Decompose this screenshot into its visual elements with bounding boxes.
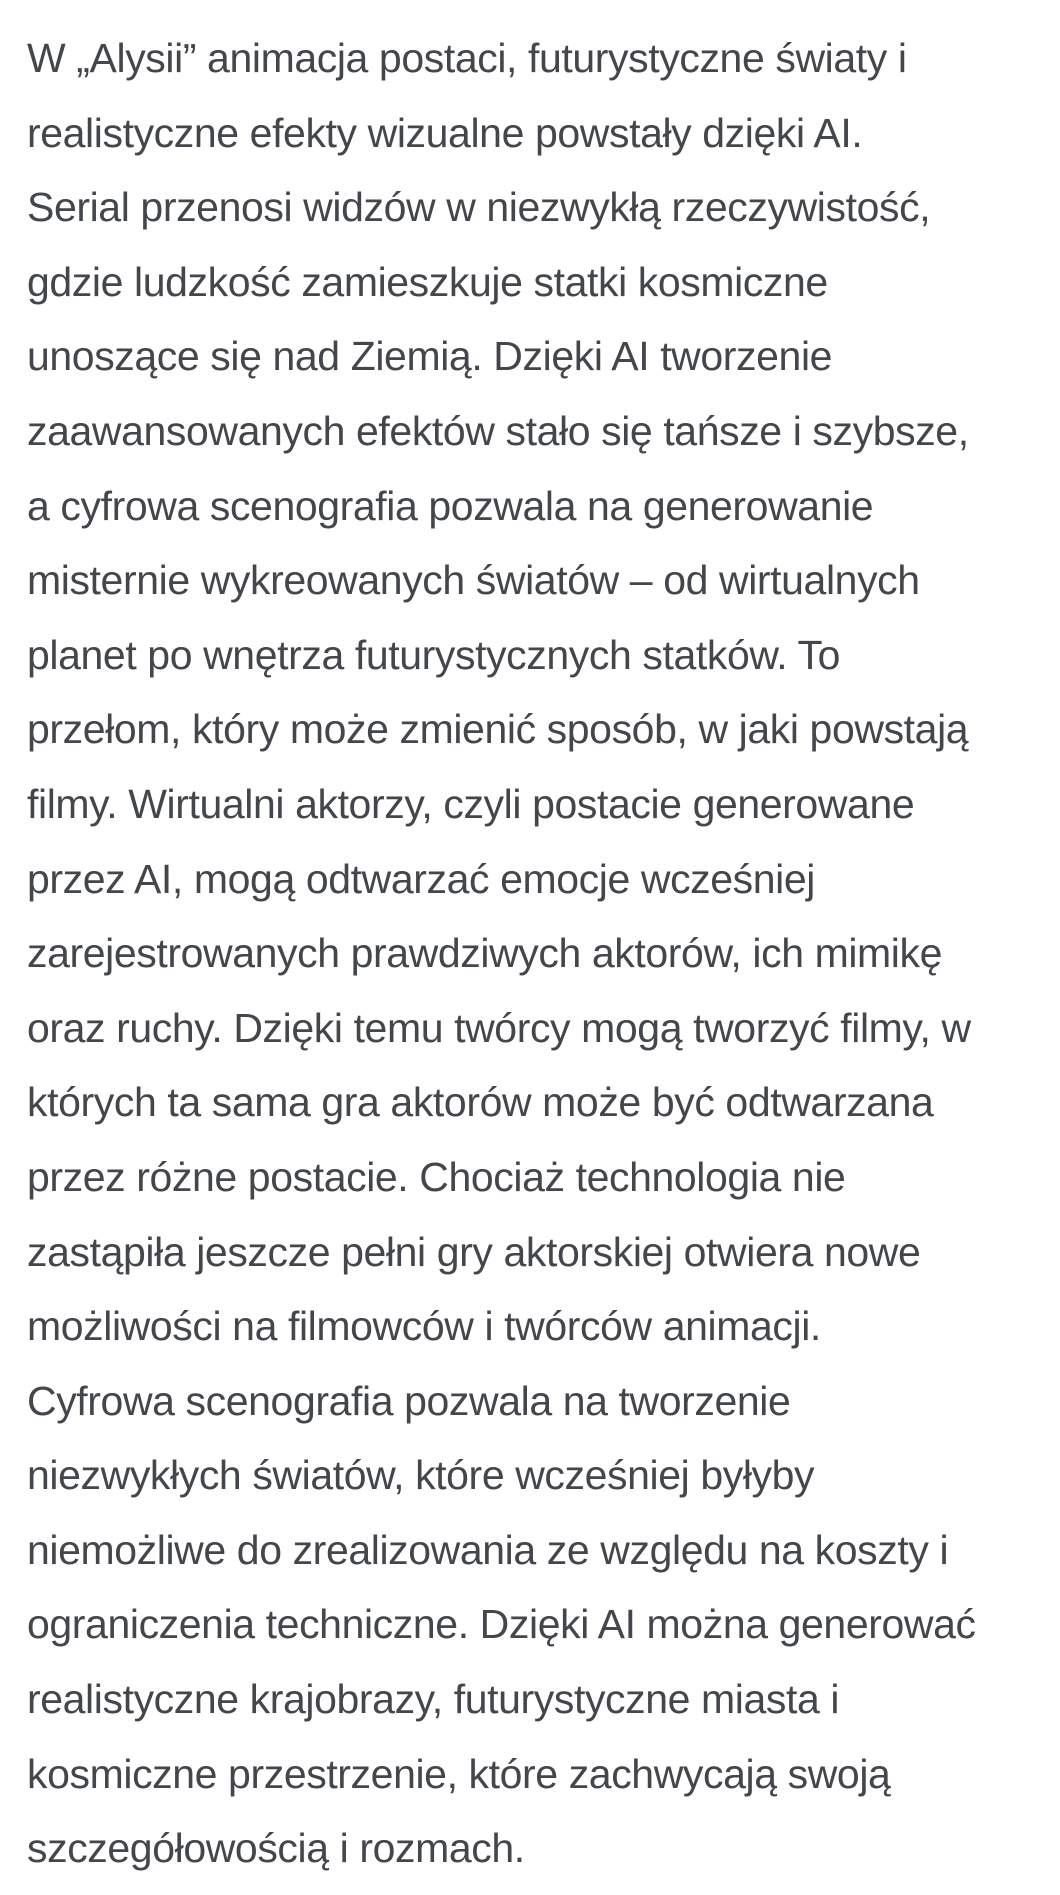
text-line: W „Alysii” animacja postaci, futurystyczne światy i — [27, 35, 907, 81]
text-line: szczegółowością i rozmach. — [27, 1825, 525, 1872]
text-line: niezwykłych światów, które wcześniej byłyby — [27, 1452, 815, 1499]
text-line: planet po wnętrza futurystycznych statków. To — [27, 631, 841, 678]
text-line: realistyczne krajobrazy, futurystyczne miasta i — [27, 1676, 840, 1723]
text-line: unoszące się nad Ziemią. Dzięki AI tworzenie — [27, 333, 833, 380]
text-line: filmy. Wirtualni aktorzy, czyli postacie generowane — [27, 780, 915, 827]
text-line: oraz ruchy. Dzięki temu twórcy mogą tworzyć filmy, w — [27, 1004, 971, 1051]
text-line: gdzie ludzkość zamieszkuje statki kosmiczne — [27, 258, 828, 305]
text-line: misternie wykreowanych światów – od wirtualnych — [27, 557, 920, 604]
text-line: możliwości na filmowców i twórców animacji. — [27, 1303, 821, 1350]
text-line: zarejestrowanych prawdziwych aktorów, ich mimikę — [27, 930, 943, 977]
text-line: przez różne postacie. Chociaż technologia nie — [27, 1153, 846, 1200]
text-line: przełom, który może zmienić sposób, w jaki powstają — [27, 706, 969, 753]
text-line: zaawansowanych efektów stało się tańsze i szybsze, — [27, 407, 969, 454]
text-line: zastąpiła jeszcze pełni gry aktorskiej otwiera nowe — [27, 1228, 921, 1275]
text-line: Serial przenosi widzów w niezwykłą rzeczywistość, — [27, 184, 931, 231]
text-line: przez AI, mogą odtwarzać emocje wcześniej — [27, 855, 816, 902]
text-line: niemożliwe do zrealizowania ze względu na koszty i — [27, 1526, 949, 1573]
text-line: których ta sama gra aktorów może być odtwarzana — [27, 1079, 934, 1126]
text-line: ograniczenia techniczne. Dzięki AI można generować — [27, 1601, 976, 1648]
text-line: realistyczne efekty wizualne powstały dzięki AI. — [27, 109, 863, 156]
text-line: Cyfrowa scenografia pozwala na tworzenie — [27, 1377, 791, 1424]
text-line: kosmiczne przestrzenie, które zachwycają swoją — [27, 1750, 891, 1797]
text-line: a cyfrowa scenografia pozwala na generowanie — [27, 482, 874, 529]
